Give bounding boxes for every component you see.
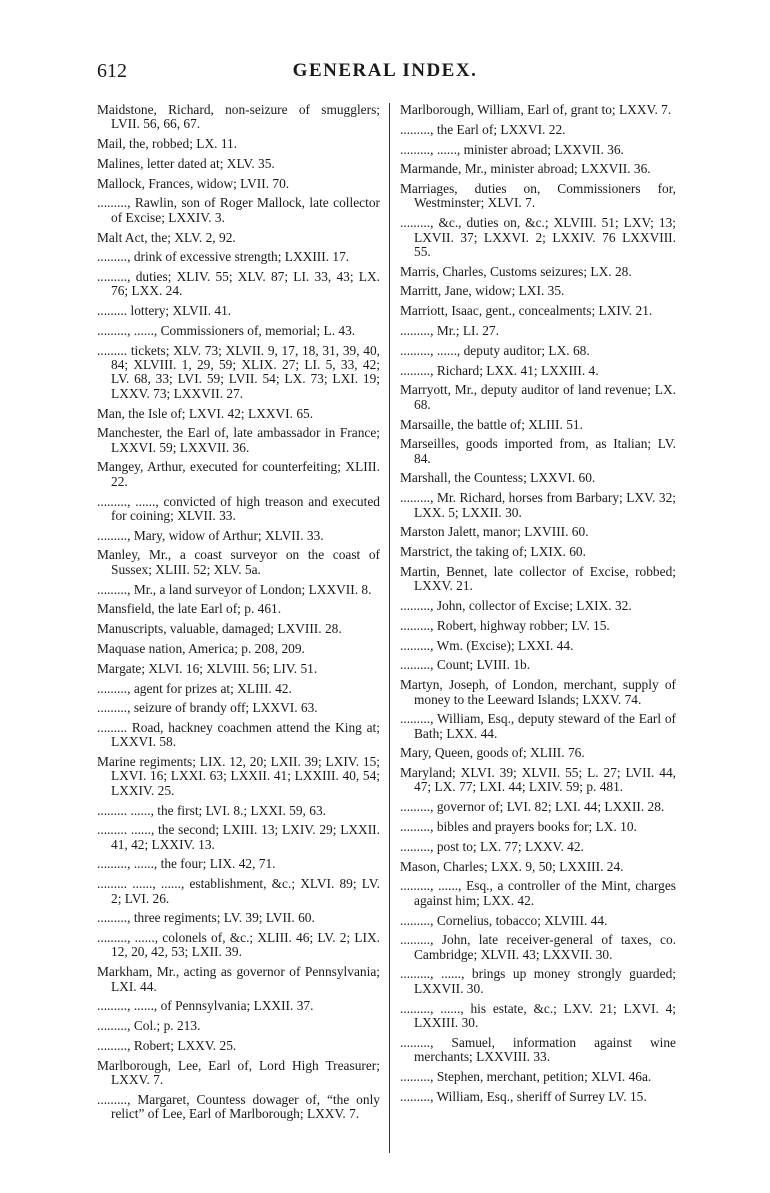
index-entry: ........., drink of excessive strength; LXXIII. 17. [97,249,350,265]
index-entry: Mallock, Frances, widow; LVII. 70. [97,175,290,191]
index-entry: ......... lottery; XLVII. 41. [97,303,232,319]
index-entry: Margate; XLVI. 16; XLVIII. 56; LIV. 51. [97,660,318,676]
index-entry: ........., John, late receiver-general of taxes, co. Cambridge; XLVII. 43; LXXVII. 30. [400,932,676,962]
index-entry: ........., seizure of brandy off; LXXVI. 63. [97,700,318,716]
index-entry: Manley, Mr., a coast surveyor on the coast of Sussex; XLIII. 52; XLV. 5a. [97,547,380,577]
page-header [97,60,673,90]
index-entry: ........., ......, Esq., a controller of the Mint, charges against him; LXX. 42. [400,878,676,908]
index-entry: ........., duties; XLIV. 55; XLV. 87; LI. 33, 43; LX. 76; LXX. 24. [97,269,380,299]
index-entry: ........., post to; LX. 77; LXXV. 42. [400,838,584,854]
index-entry: ........., Mr., a land surveyor of London; LXXVII. 8. [97,581,372,597]
index-entry: ........., governor of; LVI. 82; LXI. 44; LXXII. 28. [400,799,665,815]
index-entry: Mary, Queen, goods of; XLIII. 76. [400,745,585,761]
index-entry: ........., ......, deputy auditor; LX. 68. [400,342,590,358]
index-entry: ........., Richard; LXX. 41; LXXIII. 4. [400,362,599,378]
index-entry: ........., ......, minister abroad; LXXVII. 36. [400,141,624,157]
index-entry: Maidstone, Richard, non-seizure of smugglers; LVII. 56, 66, 67. [97,102,380,132]
index-entry: ........., William, Esq., sheriff of Surrey LV. 15. [400,1088,647,1104]
index-entry: Mansfield, the late Earl of; p. 461. [97,601,282,617]
index-entry: ........., ......, his estate, &c.; LXV. 21; LXVI. 4; LXXIII. 30. [400,1000,676,1030]
index-entry: ........., Stephen, merchant, petition; XLVI. 46a. [400,1068,652,1084]
index-entry: ........., ......, the four; LIX. 42, 71. [97,856,276,872]
index-entry: Marine regiments; LIX. 12, 20; LXII. 39; LXIV. 15; LXVI. 16; LXXI. 63; LXXII. 41; LXXIII. 40, 54; LXXIV. 25. [97,754,380,798]
index-entry: Martin, Bennet, late collector of Excise, robbed; LXXV. 21. [400,563,676,594]
index-entry: Marstrict, the taking of; LXIX. 60. [400,544,586,560]
index-entry: ......... ......, the first; LVI. 8.; LXXI. 59, 63. [97,802,326,818]
index-entry: ........., ......, colonels of, &c.; XLIII. 46; LV. 2; LIX. 12, 20, 42, 53; LXII. 39. [97,930,380,960]
index-entry: ........., Robert, highway robber; LV. 15. [400,617,610,633]
index-entry: Marston Jalett, manor; LXVIII. 60. [400,524,589,540]
index-entry: ........., John, collector of Excise; LXIX. 32. [400,598,632,614]
index-entry: Marryott, Mr., deputy auditor of land revenue; LX. 68. [400,382,676,412]
index-entry: Marlborough, William, Earl of, grant to; LXXV. 7. [400,102,672,117]
index-entry: ........., Col.; p. 213. [97,1018,201,1034]
index-entry: ......... ......, ......, establishment, &c.; XLVI. 89; LV. 2; LVI. 26. [97,876,380,906]
index-entry: ........., Rawlin, son of Roger Mallock, late collector of Excise; LXXIV. 3. [97,195,380,225]
index-entry: Marsaille, the battle of; XLIII. 51. [400,416,583,432]
index-entry: Maryland; XLVI. 39; XLVII. 55; L. 27; LVII. 44, 47; LX. 77; LXI. 44; LXIV. 59; p. 481. [400,765,676,795]
page-title: GENERAL INDEX. [292,60,478,81]
page-number: 612 [97,60,127,82]
index-entry: Martyn, Joseph, of London, merchant, supply of money to the Leeward Islands; LXXV. 74. [400,677,676,707]
index-entry: ........., bibles and prayers books for; LX. 10. [400,819,637,835]
index-entry: Manuscripts, valuable, damaged; LXVIII. 28. [97,621,342,637]
index-entry: Manchester, the Earl of, late ambassador in France; LXXVI. 59; LXXVII. 36. [97,425,380,455]
index-entry: ........., three regiments; LV. 39; LVII. 60. [97,910,315,926]
index-entry: Mail, the, robbed; LX. 11. [97,136,238,152]
index-entry: ........., Cornelius, tobacco; XLVIII. 44. [400,912,608,928]
index-entry: ........., Robert; LXXV. 25. [97,1037,237,1053]
index-entry: ......... tickets; XLV. 73; XLVII. 9, 17, 18, 31, 39, 40, 84; XLVIII. 1, 29, 59; XLIX. 27; LI. 5, 33, 42; LV. 68, 33; LVI. 59; LVII. 54; LX. 73; LXI. 19; LXXV. 73; LXXVII. 27. [97,342,380,401]
index-entry: Malt Act, the; XLV. 2, 92. [97,229,236,245]
index-entry: ........., ......, brings up money strongly guarded; LXXVII. 30. [400,966,676,996]
index-entry: Mangey, Arthur, executed for counterfeiting; XLIII. 22. [97,459,380,489]
index-entry: ........., Mary, widow of Arthur; XLVII. 33. [97,527,324,543]
index-entry: ........., the Earl of; LXXVI. 22. [400,121,566,137]
index-entry: ......... Road, hackney coachmen attend the King at; LXXVI. 58. [97,720,380,750]
index-entry: Marriages, duties on, Commissioners for, Westminster; XLVI. 7. [400,181,676,211]
index-entry: Marriott, Isaac, gent., concealments; LXIV. 21. [400,303,653,319]
index-entry: ........., &c., duties on, &c.; XLVIII. 51; LXV; 13; LXVII. 37; LXXVI. 2; LXXIV. 76 LXXVIII. 55. [400,215,676,259]
index-entry: ........., ......, convicted of high treason and executed for coining; XLVII. 33. [97,493,380,523]
index-entry: Mason, Charles; LXX. 9, 50; LXXIII. 24. [400,858,624,874]
index-entry: ........., Samuel, information against wine merchants; LXXVIII. 33. [400,1034,676,1064]
right-column [400,103,676,1109]
index-entry: Markham, Mr., acting as governor of Pennsylvania; LXI. 44. [97,964,380,994]
index-entry: ........., ......, Commissioners of, memorial; L. 43. [97,323,356,339]
index-entry: Marlborough, Lee, Earl of, Lord High Treasurer; LXXV. 7. [97,1057,380,1088]
index-entry: ........., agent for prizes at; XLIII. 42. [97,680,292,696]
index-entry: ........., Mr. Richard, horses from Barbary; LXV. 32; LXX. 5; LXXII. 30. [400,490,676,520]
index-entry: Marris, Charles, Customs seizures; LX. 28. [400,263,632,279]
index-entry: Marmande, Mr., minister abroad; LXXVII. 36. [400,161,651,177]
index-entry: Man, the Isle of; LXVI. 42; LXXVI. 65. [97,405,314,421]
index-entry: ........., Mr.; LI. 27. [400,323,499,339]
index-entry: Marritt, Jane, widow; LXI. 35. [400,283,565,299]
index-entry: ........., Count; LVIII. 1b. [400,657,531,673]
index-entry: Malines, letter dated at; XLV. 35. [97,155,275,171]
column-divider [389,103,390,1153]
index-entry: ......... ......, the second; LXIII. 13; LXIV. 29; LXXII. 41, 42; LXXIV. 13. [97,822,380,852]
index-entry: ........., Wm. (Excise); LXXI. 44. [400,637,574,653]
index-entry: ........., ......, of Pennsylvania; LXXII. 37. [97,998,314,1014]
index-entry: ........., William, Esq., deputy steward of the Earl of Bath; LXX. 44. [400,711,676,741]
index-entry: ........., Margaret, Countess dowager of, “the only relict” of Lee, Earl of Marlborough; LXXV. 7. [97,1091,380,1122]
left-column [97,103,380,1127]
index-entry: Marseilles, goods imported from, as Italian; LV. 84. [400,436,676,466]
index-entry: Maquase nation, America; p. 208, 209. [97,640,305,656]
index-entry: Marshall, the Countess; LXXVI. 60. [400,470,596,486]
